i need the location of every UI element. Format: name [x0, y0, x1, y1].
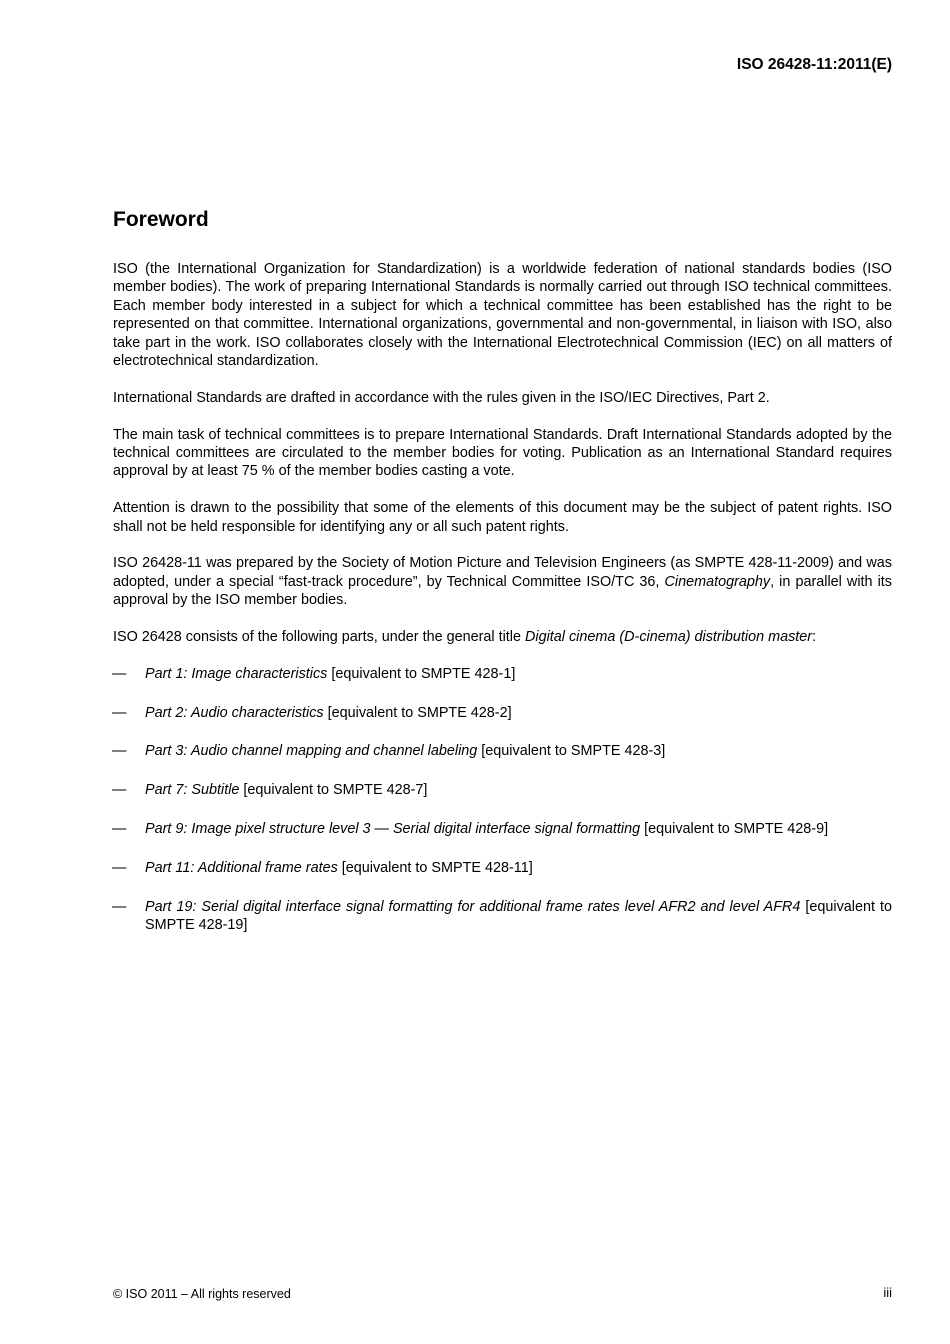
list-item [113, 859, 892, 877]
paragraph-preparation [113, 554, 892, 609]
list-dash: — [112, 743, 127, 760]
part-equivalent: [equivalent to SMPTE 428-7] [239, 782, 428, 799]
part-title: Part 19: Serial digital interface signal formatting for additional frame rates level AFR2 and level AFR4 [145, 898, 801, 915]
list-item [113, 742, 892, 760]
paragraph-iso-intro: ISO (the International Organization for Standardization) is a worldwide federation of national standards bodies (ISO member bodies). The work of preparing International Standards is normally carried out through ISO technical committees. Each member body interested in a subject for which a technical committee has been established has the right to be represented on that committee. International organizations, governmental and non-governmental, in liaison with ISO, also take part in the work. ISO collaborates closely with the International Electrotechnical Commission (IEC) on all matters of electrotechnical standardization. [113, 261, 892, 370]
list-item [113, 665, 892, 683]
part-equivalent: [equivalent to SMPTE 428-11] [337, 859, 533, 876]
document-id: ISO 26428-11:2011(E) [736, 56, 892, 73]
parts-intro-end: : [812, 629, 817, 646]
list-dash: — [112, 704, 127, 721]
part-title: Part 11: Additional frame rates [145, 859, 338, 876]
paragraph-committees: The main task of technical committees is to prepare International Standards. Draft International Standards adopted by the technical committees are circulated to the member bodies for voting. Publication as an International Standard requires approval by at least 75 % of the member bodies casting a vote. [113, 426, 892, 480]
preparation-text: ISO 26428-11 was prepared by the Society of Motion Picture and Television Engineers (as SMPTE 428-11-2009) and was adopted, under a special “fast-track procedure”, by Technical Committee ISO/TC 36, [113, 555, 892, 590]
list-dash: — [112, 665, 127, 682]
part-equivalent: [equivalent to SMPTE 428-19] [145, 898, 892, 934]
list-dash: — [112, 782, 127, 799]
list-item [113, 781, 892, 799]
list-item [113, 820, 892, 838]
part-equivalent: [equivalent to SMPTE 428-3] [477, 743, 666, 760]
parts-intro-text: ISO 26428 consists of the following parts, under the general title [113, 629, 525, 646]
paragraph-patents: Attention is drawn to the possibility that some of the elements of this document may be the subject of patent rights. ISO shall not be held responsible for identifying any or all such patent rights. [113, 500, 892, 535]
list-dash: — [112, 859, 127, 876]
part-title: Part 3: Audio channel mapping and channel labeling [145, 743, 478, 760]
part-title: Part 7: Subtitle [145, 782, 240, 799]
page-title: Foreword [113, 208, 209, 231]
part-title: Part 2: Audio characteristics [145, 704, 324, 721]
part-equivalent: [equivalent to SMPTE 428-1] [327, 665, 516, 682]
document-body [113, 260, 892, 955]
page-number: iii [883, 1285, 892, 1300]
list-item [113, 704, 892, 722]
paragraph-parts-intro [113, 628, 892, 646]
list-item [113, 898, 892, 935]
parts-list [113, 665, 892, 935]
part-title: Part 1: Image characteristics [145, 665, 328, 682]
list-dash: — [112, 821, 127, 838]
part-equivalent: [equivalent to SMPTE 428-9] [640, 821, 829, 838]
part-title: Part 9: Image pixel structure level 3 — Serial digital interface signal formatting [145, 821, 641, 838]
committee-title: Cinematography [664, 573, 771, 590]
list-dash: — [112, 898, 127, 915]
general-title: Digital cinema (D-cinema) distribution master [524, 629, 813, 646]
copyright-notice: © ISO 2011 – All rights reserved [113, 1287, 291, 1301]
preparation-text-end: , in parallel with its approval by the ISO member bodies. [113, 573, 892, 609]
paragraph-directives: International Standards are drafted in accordance with the rules given in the ISO/IEC Directives, Part 2. [113, 389, 770, 406]
part-equivalent: [equivalent to SMPTE 428-2] [323, 704, 512, 721]
